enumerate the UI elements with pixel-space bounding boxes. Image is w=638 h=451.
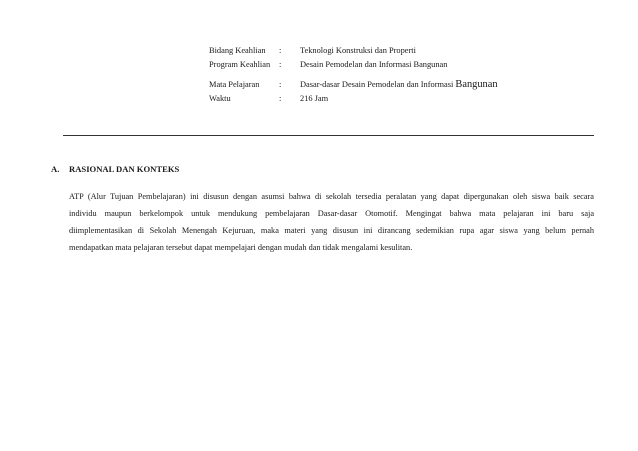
meta-value-main: Dasar-dasar Desain Pemodelan dan Informasi <box>300 80 454 89</box>
meta-colon: : <box>279 80 282 89</box>
meta-colon: : <box>279 46 282 55</box>
meta-value: Desain Pemodelan dan Informasi Bangunan <box>300 60 448 69</box>
section-paragraph <box>69 188 594 256</box>
meta-label: Mata Pelajaran <box>209 80 260 89</box>
paragraph-line: mendapatkan mata pelajaran tersebut dapat mempelajari dengan mudah dan tidak mengalami kesulitan. <box>69 243 413 252</box>
paragraph-line: ATP (Alur Tujuan Pembelajaran) ini disusun dengan asumsi bahwa di sekolah tersedia peralatan yang dapat dipergunakan oleh siswa baik secara <box>69 192 594 201</box>
meta-value: 216 Jam <box>300 94 329 103</box>
meta-value <box>300 78 498 92</box>
meta-label: Bidang Keahlian <box>209 46 266 55</box>
paragraph-line: individu maupun berkelompok untuk mendukung pembelajaran Dasar-dasar Otomotif. Mengingat bahwa mata pelajaran ini baru saja <box>69 209 594 218</box>
meta-colon: : <box>279 60 282 69</box>
meta-value: Teknologi Konstruksi dan Properti <box>300 46 416 55</box>
meta-colon: : <box>279 94 282 103</box>
meta-label: Program Keahlian <box>209 60 271 69</box>
meta-value-tail: Bangunan <box>455 79 498 90</box>
divider-line <box>63 135 594 136</box>
paragraph-line: diimplementasikan di Sekolah Menengah Kejuruan, maka materi yang disusun ini dirancang sedemikian rupa agar siswa yang belum pernah <box>69 226 594 235</box>
section-number: A. <box>51 164 60 174</box>
section-title: RASIONAL DAN KONTEKS <box>69 164 180 174</box>
meta-label: Waktu <box>209 94 231 103</box>
